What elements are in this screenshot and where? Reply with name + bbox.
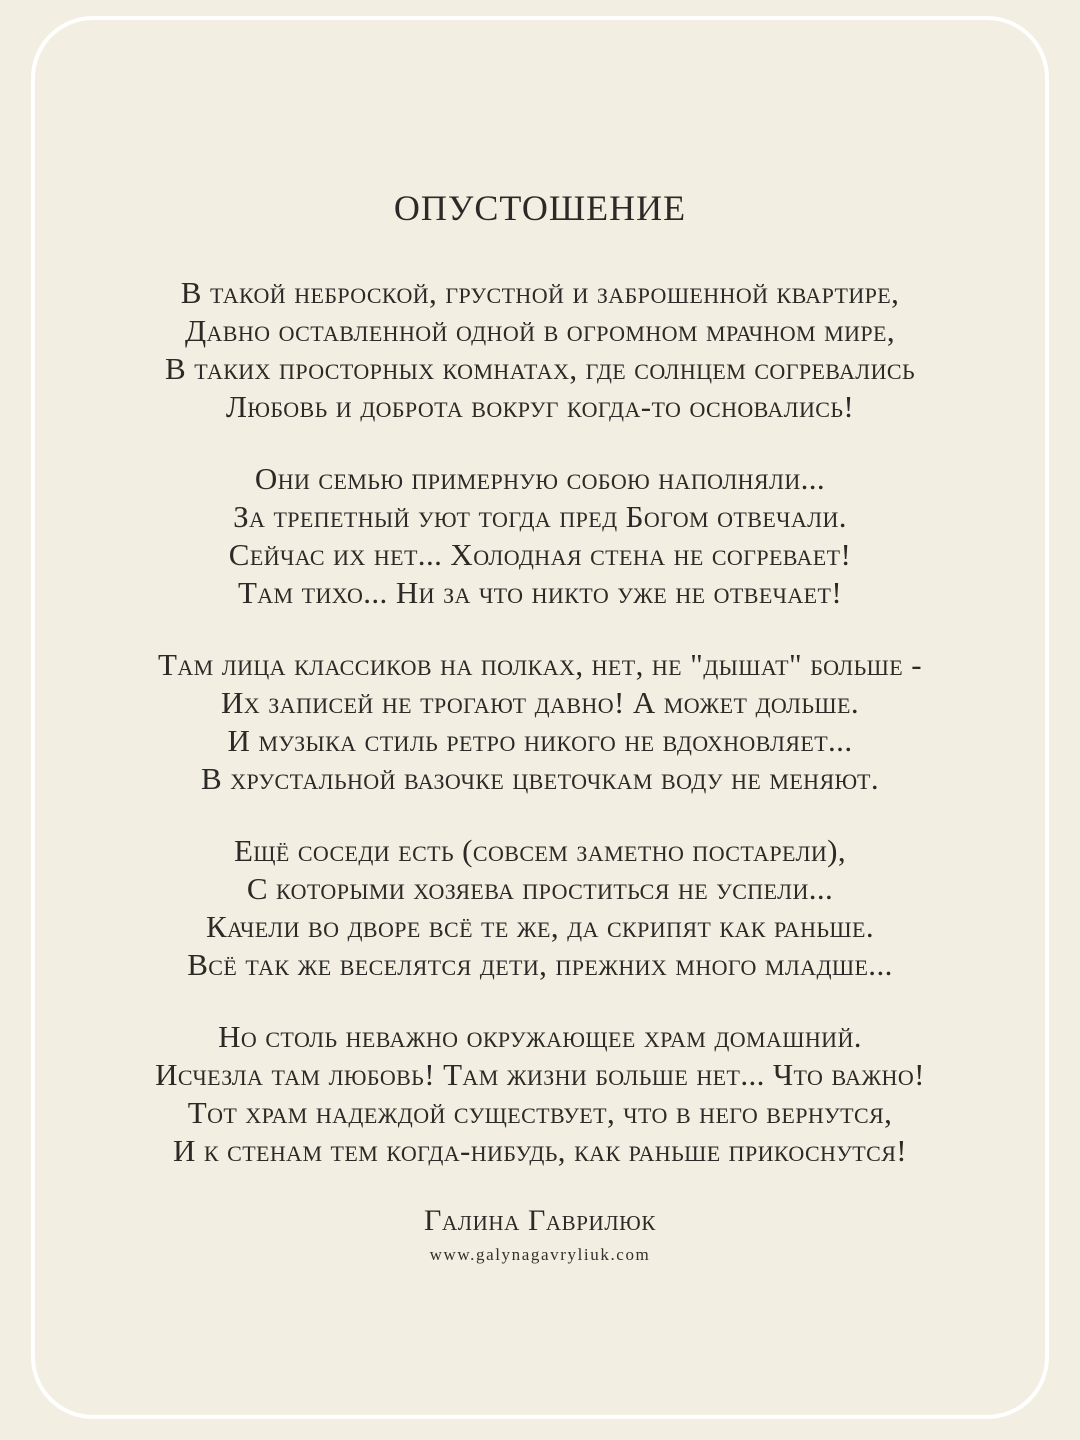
website-url: www.galynagavryliuk.com	[429, 1245, 651, 1264]
poem-line: Там тихо... Ни за что никто уже не отвечает!	[237, 575, 843, 610]
author-name: Галина Гаврилюк	[424, 1204, 656, 1237]
poem-line: Исчезла там любовь! Там жизни больше нет... Что важно!	[155, 1057, 925, 1092]
poem-line: В хрустальной вазочке цветочкам воду не меняют.	[200, 761, 879, 796]
stanza-2	[60, 460, 1020, 612]
poem-line: Качели во дворе всё те же, да скрипят как раньше.	[205, 909, 874, 944]
poem-title: ОПУСТОШЕНИЕ	[393, 188, 687, 228]
stanza-1	[60, 274, 1020, 426]
poem-line: Там лица классиков на полках, нет, не "дышат" больше -	[158, 647, 922, 682]
poem-line: Но столь неважно окружающее храм домашний.	[218, 1019, 862, 1054]
poem-line: Они семью примерную собою наполняли...	[254, 461, 826, 496]
poem-line: Ещё соседи есть (совсем заметно постарели),	[233, 833, 847, 868]
stanza-5	[60, 1018, 1020, 1170]
stanza-3	[60, 646, 1020, 798]
poem-line: И музыка стиль ретро никого не вдохновляет...	[227, 723, 853, 758]
poem-line: Всё так же веселятся дети, прежних много младше...	[187, 947, 893, 982]
poem-line: И к стенам тем когда-нибудь, как раньше прикоснутся!	[172, 1133, 908, 1168]
poem-line: Любовь и доброта вокруг когда-то основались!	[225, 389, 855, 424]
poem-line: В таких просторных комнатах, где солнцем согревались	[164, 351, 916, 386]
poem-line: В такой неброской, грустной и заброшенной квартире,	[180, 275, 900, 310]
poem-line: Их записей не трогают давно! А может дольше.	[221, 685, 859, 720]
stanza-4	[60, 832, 1020, 984]
poem-line: Давно оставленной одной в огромном мрачном мире,	[184, 313, 896, 348]
poem-line: С которыми хозяева проститься не успели...	[246, 871, 834, 906]
author-block	[0, 1204, 1080, 1268]
poem-line: За трепетный уют тогда пред Богом отвечали.	[233, 499, 847, 534]
poem-line: Сейчас их нет... Холодная стена не согревает!	[228, 537, 852, 572]
poem-line: Тот храм надеждой существует, что в него вернутся,	[187, 1095, 893, 1130]
